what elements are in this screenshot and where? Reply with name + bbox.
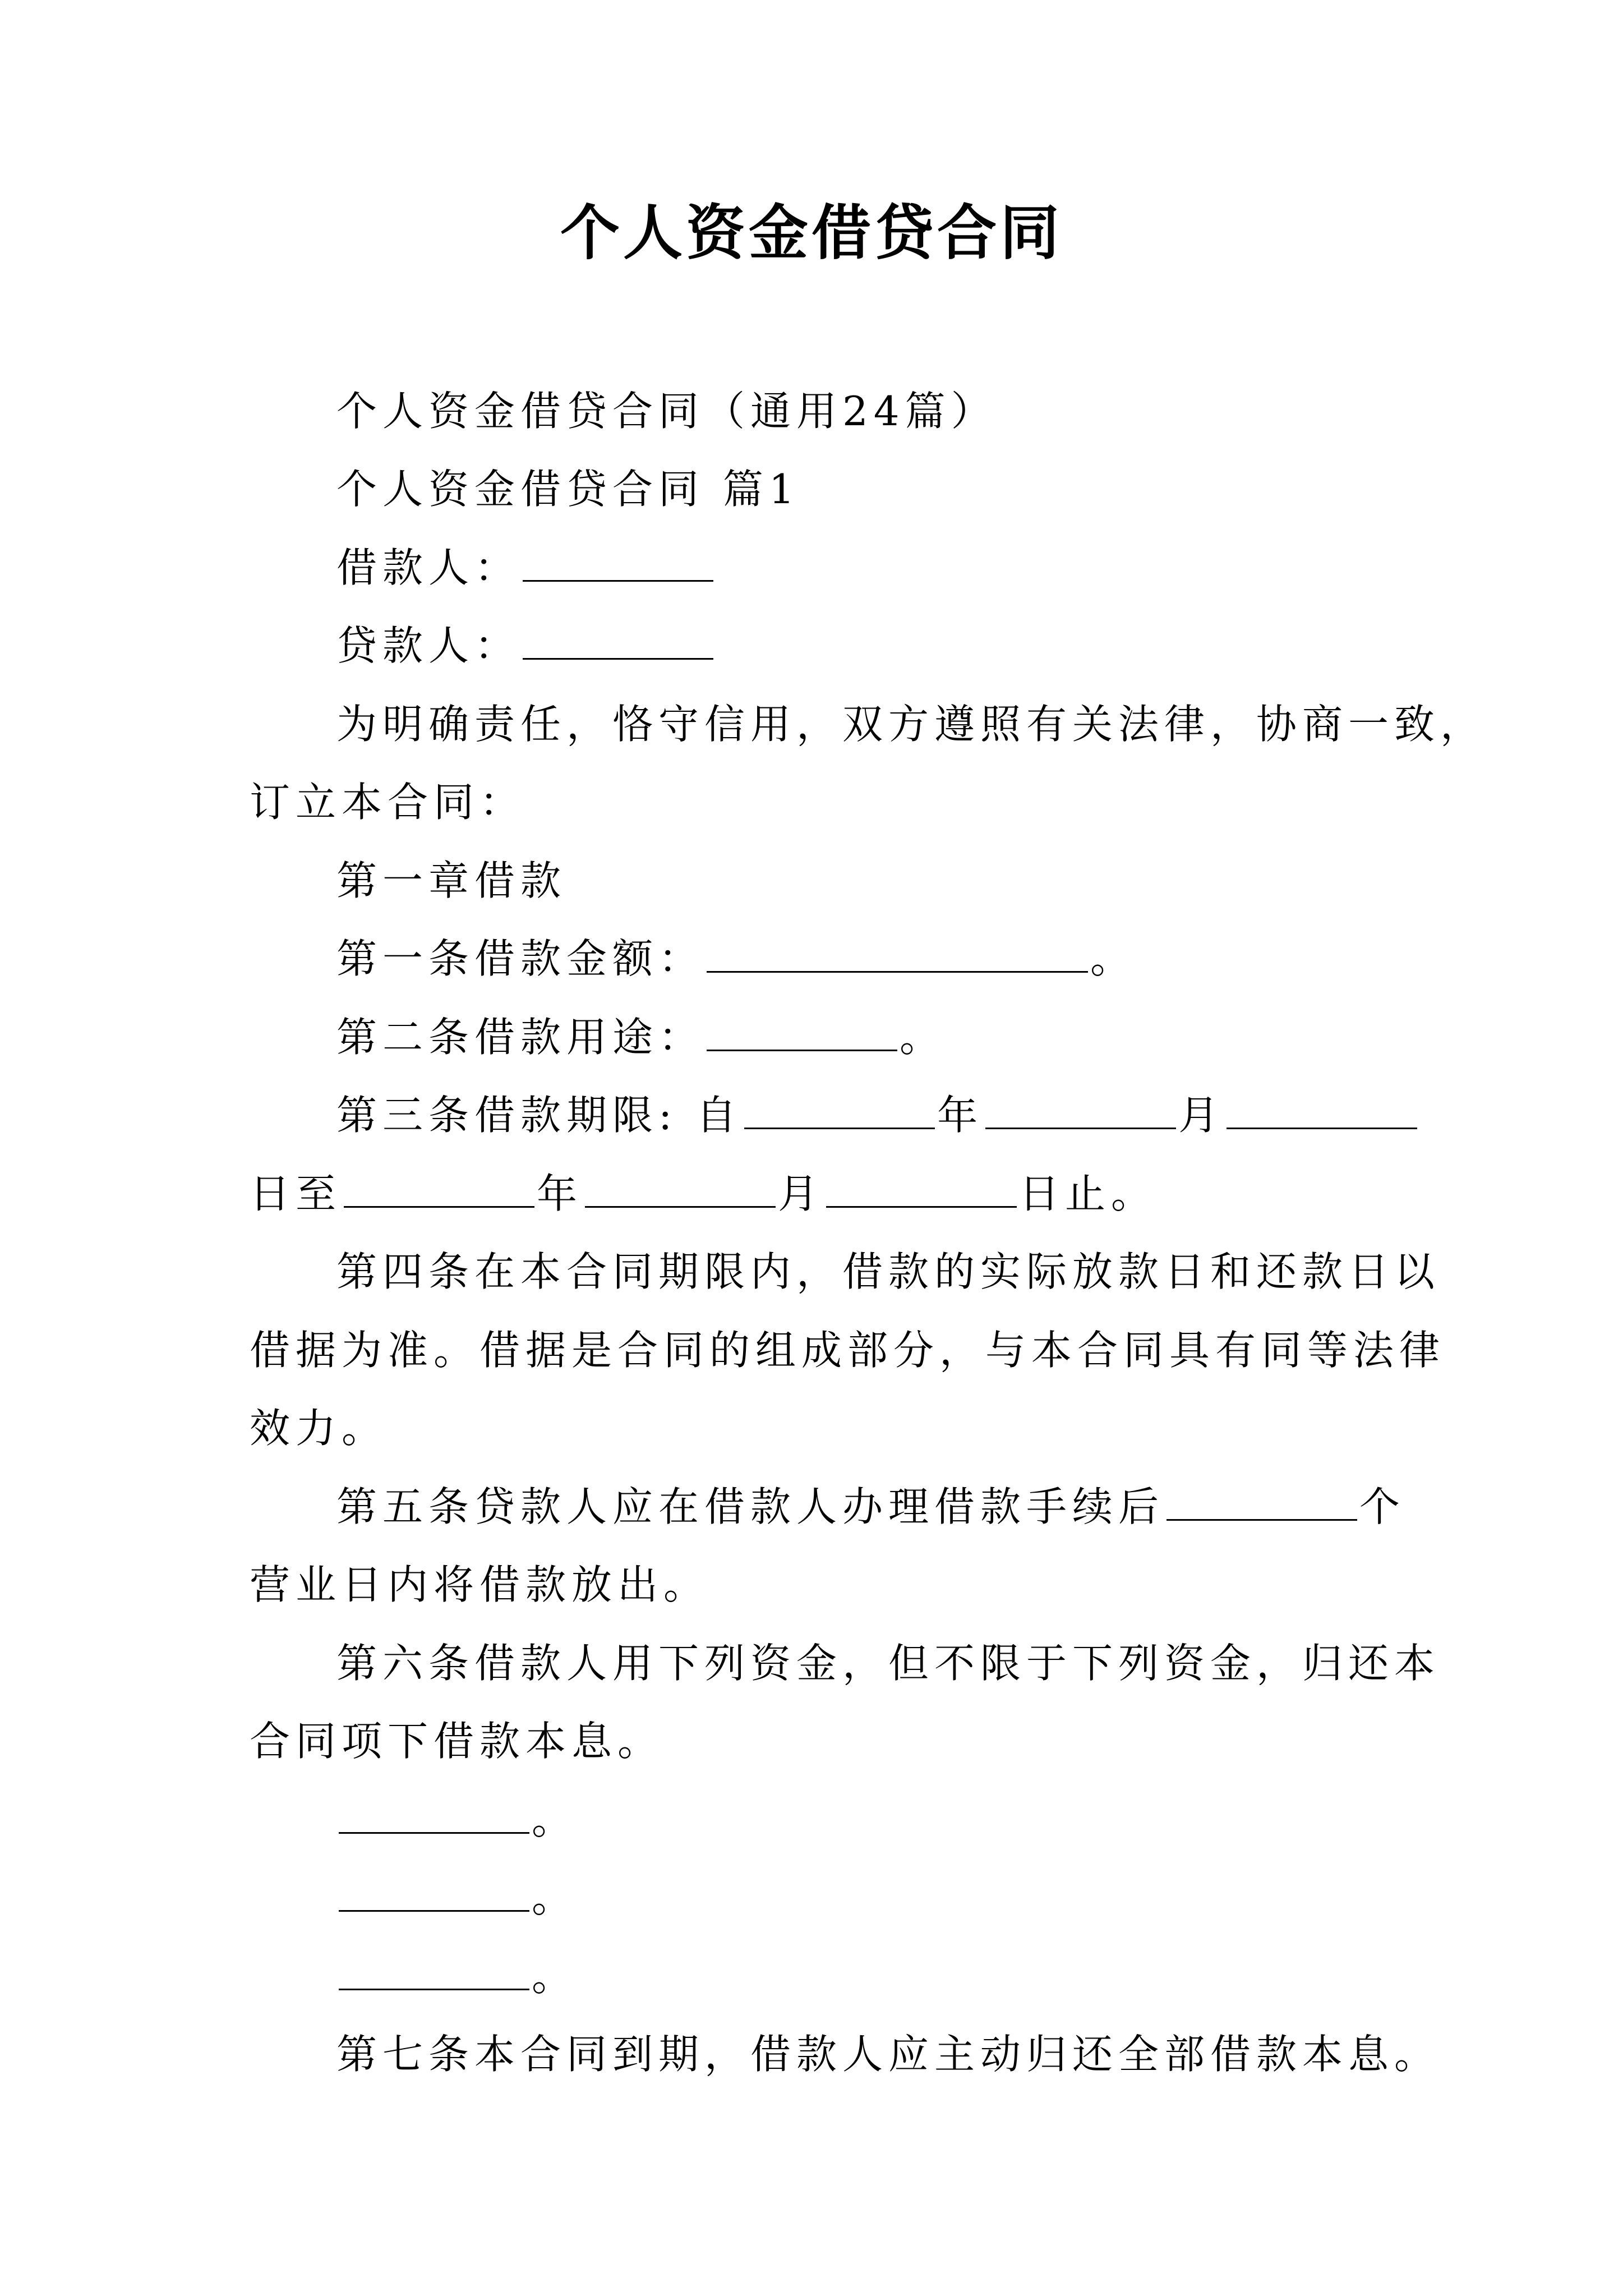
article-3-line-1: [336, 1087, 1419, 1143]
article-3-blank-5: [585, 1171, 776, 1208]
article-5-line-2: 营业日内将借款放出。: [250, 1561, 710, 1608]
list-item: [336, 1948, 578, 2004]
article-4-line-2: 借据为准。借据是合同的组成部分，与本合同具有同等法律: [250, 1327, 1446, 1374]
list-item-end: 。: [532, 1796, 578, 1843]
article-3-line-2: [250, 1166, 1157, 1222]
document-title: 个人资金借贷合同: [560, 197, 1063, 268]
list-item-blank: [339, 1954, 529, 1990]
article-3-month-1: 月: [1178, 1092, 1225, 1139]
lender-line: [336, 618, 716, 674]
list-item: [336, 1870, 578, 1926]
borrower-line: [336, 540, 716, 596]
lender-blank: [523, 623, 713, 660]
article-2-label: 第二条借款用途：: [336, 1014, 705, 1061]
document-subtitle: 个人资金借贷合同（通用24篇）: [336, 388, 997, 435]
article-2: [336, 1009, 946, 1065]
article-1-label: 第一条借款金额：: [336, 935, 705, 982]
preamble-line-2: 订立本合同：: [250, 779, 526, 826]
chapter-heading: 第一章借款: [336, 857, 567, 904]
article-3-end: 日止。: [1019, 1170, 1158, 1217]
borrower-label: 借款人：: [336, 544, 521, 591]
list-item: [336, 1792, 578, 1848]
article-2-blank: [707, 1015, 897, 1051]
article-3-year-2: 年: [537, 1170, 583, 1217]
article-1-blank: [707, 936, 1088, 973]
list-item-blank: [339, 1875, 529, 1912]
borrower-blank: [523, 545, 713, 582]
article-1: [336, 931, 1136, 987]
article-6-line-1: 第六条借款人用下列资金，但不限于下列资金，归还本: [336, 1640, 1441, 1687]
article-3-blank-4: [344, 1171, 534, 1208]
article-2-end: 。: [900, 1014, 946, 1061]
article-4-line-3: 效力。: [250, 1405, 388, 1452]
list-item-end: 。: [532, 1874, 578, 1921]
article-3-blank-1: [744, 1093, 935, 1129]
lender-label: 贷款人：: [336, 622, 521, 669]
section-heading: 个人资金借贷合同 篇1: [336, 466, 800, 513]
article-3-blank-2: [985, 1093, 1176, 1129]
article-5-start: 第五条贷款人应在借款人办理借款手续后: [336, 1483, 1165, 1530]
article-5-blank: [1166, 1484, 1357, 1521]
article-1-end: 。: [1090, 935, 1137, 982]
list-item-end: 。: [532, 1953, 578, 2000]
article-3-blank-3: [1227, 1093, 1417, 1129]
article-3-blank-6: [826, 1171, 1017, 1208]
article-5-line-1: [336, 1479, 1405, 1535]
preamble-line-1: 为明确责任，恪守信用，双方遵照有关法律，协商一致，: [336, 701, 1487, 748]
article-3-label: 第三条借款期限: 自: [336, 1092, 743, 1139]
article-3-line-2-start: 日至: [250, 1170, 342, 1217]
article-5-line-1-end: 个: [1359, 1483, 1406, 1530]
list-item-blank: [339, 1797, 529, 1834]
article-7-line-1: 第七条本合同到期，借款人应主动归还全部借款本息。: [336, 2031, 1441, 2078]
article-6-line-2: 合同项下借款本息。: [250, 1718, 664, 1765]
article-3-year-1: 年: [937, 1092, 984, 1139]
article-3-month-2: 月: [778, 1170, 824, 1217]
article-4-line-1: 第四条在本合同期限内，借款的实际放款日和还款日以: [336, 1248, 1441, 1295]
